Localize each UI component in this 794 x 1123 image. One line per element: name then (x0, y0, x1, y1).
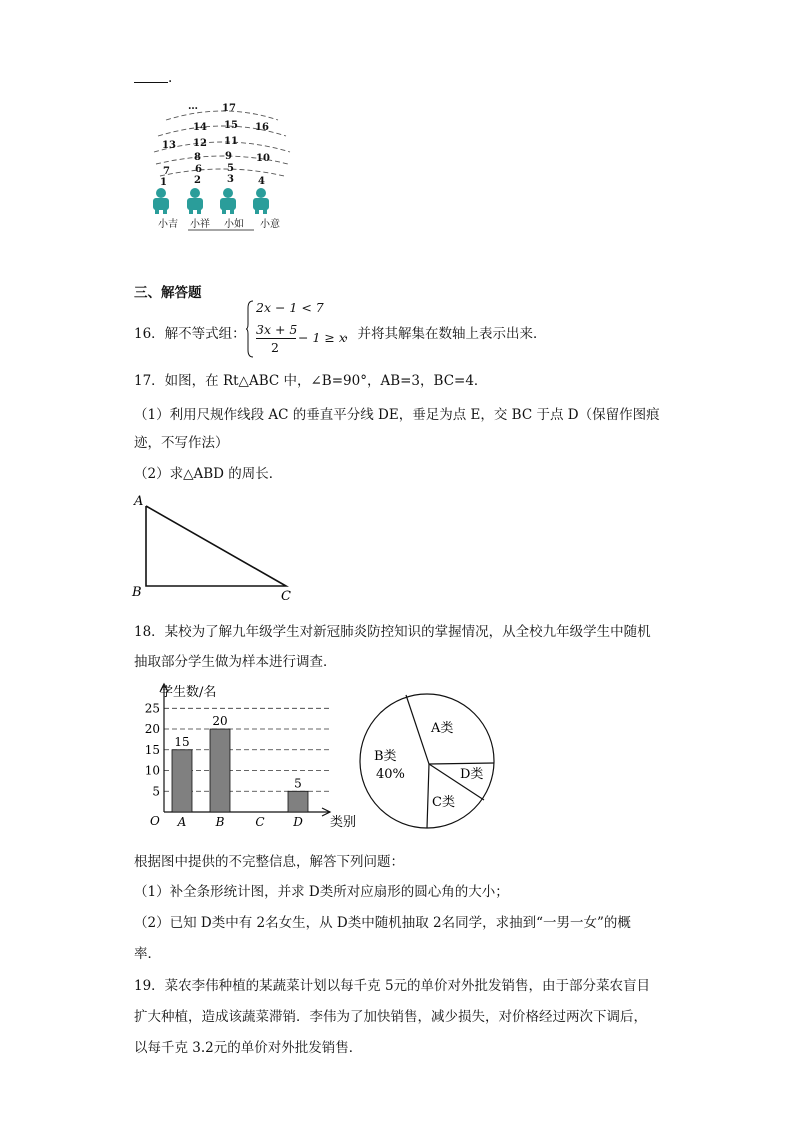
person-icon (253, 188, 269, 214)
inequality-2-rest: − 1 ≥ x (298, 330, 346, 345)
seat-ellipsis: … (188, 101, 198, 112)
y-tick-15: 15 (144, 742, 160, 757)
y-tick-5: 5 (152, 784, 160, 799)
y-axis-label: 学生数/名 (160, 685, 217, 700)
label-b: B (132, 585, 142, 600)
seat-9: 9 (225, 151, 232, 162)
label-c: C (281, 589, 291, 604)
person-icon (220, 188, 236, 214)
students-group (153, 188, 269, 214)
data-labels (174, 714, 301, 790)
x-tick-labels (177, 815, 304, 829)
inequality-system (246, 300, 346, 358)
name-xiaoxiang: 小祥 (190, 219, 210, 230)
seat-13: 13 (162, 140, 176, 151)
triangle-abc (146, 506, 286, 586)
inequality-1: 2x − 1 < 7 (256, 300, 324, 315)
bar-A (172, 750, 192, 812)
name-xiaoru: 小如 (224, 219, 244, 230)
seat-11: 11 (224, 136, 238, 147)
bar-D (288, 791, 308, 812)
q19-line2: 扩大种植，造成该蔬菜滞销．李伟为了加快销售，减少损失，对价格经过两次下调后， (134, 1009, 647, 1025)
y-tick-20: 20 (144, 722, 160, 737)
fraction-bar (256, 338, 296, 339)
section-title: 三、解答题 (134, 285, 202, 301)
x-axis-label: 类别 (330, 815, 357, 830)
pie-chart (356, 690, 500, 834)
data-label-A: 15 (174, 734, 190, 749)
x-tick-C: C (255, 815, 265, 829)
name-xiaoji: 小吉 (158, 219, 178, 230)
seat-14: 14 (193, 122, 207, 133)
q17-line1: 17．如图，在 Rt△ABC 中，∠B=90°，AB=3，BC=4． (134, 373, 488, 389)
bar-B (210, 729, 230, 812)
seat-8: 8 (194, 152, 201, 163)
person-icon (153, 188, 169, 214)
q18-part2-a: （2）已知 D类中有 2名女生，从 D类中随机抽取 2名同学，求抽到“一男一女”的概 (134, 915, 631, 931)
pie-divider (427, 764, 429, 828)
pie-label-a: A类 (431, 721, 454, 736)
q18-line2: 抽取部分学生做为样本进行调查． (134, 654, 337, 670)
q16-intro (134, 322, 246, 342)
left-brace-icon (246, 300, 254, 358)
pie-divider (429, 763, 494, 764)
q18-line1: 18．某校为了解九年级学生对新冠肺炎防控知识的掌握情况，从全校九年级学生中随机 (134, 624, 651, 640)
y-tick-25: 25 (144, 701, 160, 716)
y-tick-10: 10 (144, 763, 160, 778)
seat-2: 2 (194, 175, 201, 186)
seat-12: 12 (193, 138, 207, 149)
seat-3: 3 (227, 174, 234, 185)
blank-period: . (168, 70, 173, 86)
q17-part1-b: 迹，不写作法） (134, 435, 229, 451)
q19-line1: 19．菜农李伟种植的某蔬菜计划以每千克 5元的单价对外批发销售，由于部分菜农盲目 (134, 978, 651, 994)
data-label-B: 20 (212, 714, 228, 729)
seat-arrangement-figure (148, 96, 298, 236)
q16-number: 16． (134, 326, 165, 342)
q16-text-after: ，并将其解集在数轴上表示出来． (344, 326, 547, 342)
seat-5: 5 (227, 163, 234, 174)
seat-1: 1 (160, 177, 167, 188)
name-xiaoyi: 小意 (260, 219, 280, 230)
x-tick-D: D (293, 815, 303, 829)
arc-row-2 (160, 169, 284, 176)
triangle-abc-figure (128, 490, 298, 606)
q16-text-before: 解不等式组： (164, 326, 246, 342)
seat-4: 4 (258, 176, 265, 187)
seat-17: 17 (222, 103, 236, 114)
x-tick-B: B (215, 815, 225, 829)
answer-blank (134, 82, 168, 83)
q18-after1: 根据图中提供的不完整信息，解答下列问题： (134, 854, 404, 870)
q17-part1-a: （1）利用尺规作线段 AC 的垂直平分线 DE，垂足为点 E，交 BC 于点 D（保留作图痕 (134, 407, 660, 423)
seat-7: 7 (163, 166, 170, 177)
pie-label-b-percent: 40% (376, 767, 405, 782)
y-tick-labels (145, 701, 160, 798)
fraction-numerator: 3x + 5 (256, 322, 298, 337)
pie-label-d: D类 (460, 767, 484, 782)
q19-line3: 以每千克 3.2元的单价对外批发销售． (134, 1040, 363, 1056)
seat-6: 6 (195, 164, 202, 175)
data-label-D: 5 (294, 776, 302, 791)
x-tick-A: A (177, 815, 187, 829)
q17-part2: （2）求△ABD 的周长． (134, 466, 283, 482)
pie-label-c: C类 (432, 795, 455, 810)
seat-16: 16 (255, 122, 269, 133)
q18-part1: （1）补全条形统计图，并求 D类所对应扇形的圆心角的大小； (134, 884, 509, 900)
pie-divider (406, 695, 429, 764)
person-icon (187, 188, 203, 214)
bar-chart (130, 678, 370, 834)
pie-label-b: B类 (374, 749, 397, 764)
seat-15: 15 (224, 120, 238, 131)
origin-label: O (150, 814, 160, 828)
q18-part2-b: 率． (134, 946, 161, 962)
seat-10: 10 (256, 153, 270, 164)
fraction-denominator: 2 (271, 340, 279, 355)
label-a: A (134, 494, 144, 509)
